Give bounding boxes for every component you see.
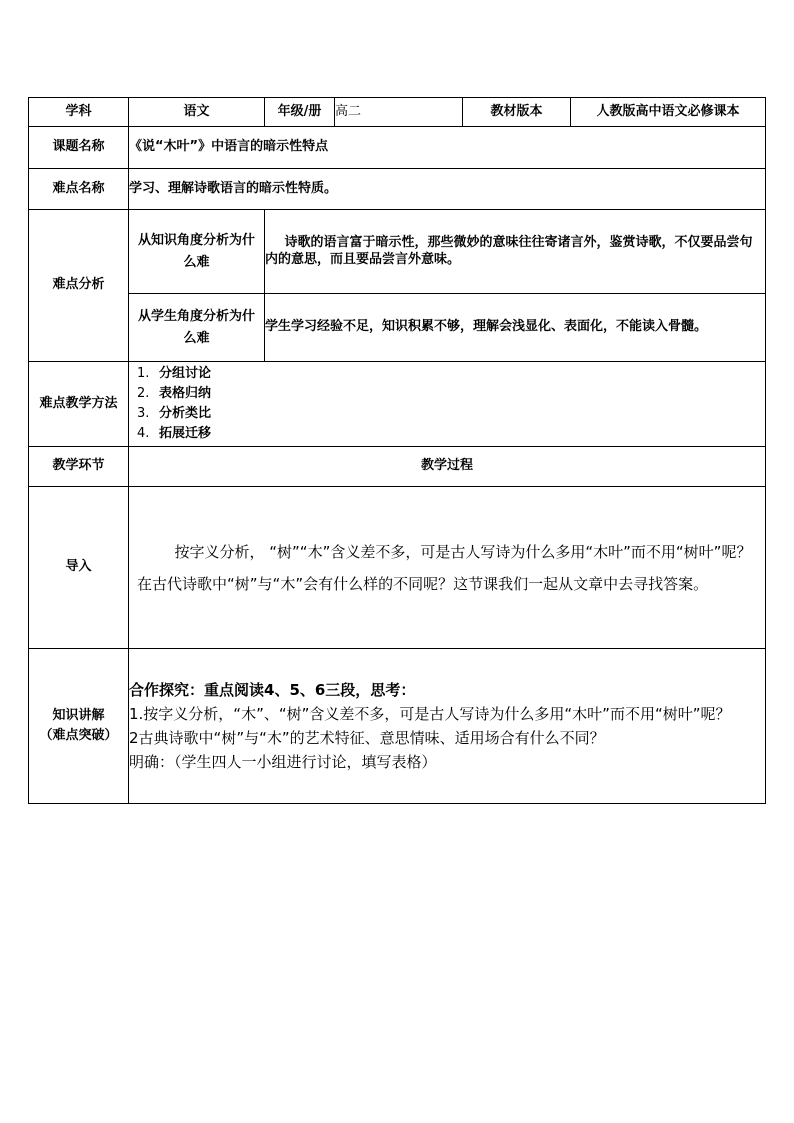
lesson-plan-table [28, 97, 766, 804]
grade-value: 高二 [335, 98, 463, 127]
methods-list [129, 362, 765, 446]
process-header-row [29, 447, 766, 487]
analysis-knowledge-label: 从知识角度分析为什么难 [129, 210, 265, 294]
analysis-student-text: 学生学习经验不足，知识积累不够，理解会浅显化、表面化，不能读入骨髓。 [265, 294, 766, 362]
topic-row [29, 127, 766, 169]
analysis-knowledge-row [29, 210, 766, 294]
header-row [29, 98, 766, 127]
subject-label: 学科 [29, 98, 129, 127]
intro-text: 按字义分析， “树”“木”含义差不多，可是古人写诗为什么多用“木叶”而不用“树叶”呢？在古代诗歌中“树”与“木”会有什么样的不同呢？这节课我们一起从文章中去寻找答案。 [137, 542, 752, 593]
topic-label: 课题名称 [29, 127, 129, 169]
intro-label: 导入 [29, 487, 129, 649]
list-item: 2. 表格归纳 [137, 386, 212, 401]
edition-label: 教材版本 [463, 98, 571, 127]
methods-row [29, 362, 766, 447]
list-item: 3. 分析类比 [137, 406, 212, 421]
knowledge-label: 知识讲解 [52, 708, 105, 723]
methods-label: 难点教学方法 [29, 362, 129, 447]
analysis-student-label: 从学生角度分析为什么难 [129, 294, 265, 362]
process-label: 教学过程 [129, 447, 766, 487]
knowledge-heading: 合作探究：重点阅读4、5、6三段，思考： [129, 681, 416, 699]
edition-value: 人教版高中语文必修课本 [571, 98, 766, 127]
knowledge-row [29, 649, 766, 804]
intro-row [29, 487, 766, 649]
stage-label: 教学环节 [29, 447, 129, 487]
knowledge-sublabel: （难点突破） [39, 728, 118, 743]
difficulty-label: 难点名称 [29, 169, 129, 210]
knowledge-label-cell [29, 649, 129, 804]
difficulty-row [29, 169, 766, 210]
analysis-knowledge-text: 诗歌的语言富于暗示性，那些微妙的意味往往寄诸言外，鉴赏诗歌，不仅要品尝句内的意思，而且要品尝言外意味。 [265, 210, 766, 294]
knowledge-note: 明确：（学生四人一小组进行讨论，填写表格） [129, 753, 437, 771]
analysis-label: 难点分析 [29, 210, 129, 362]
intro-cell [129, 487, 766, 649]
list-item: 4. 拓展迁移 [137, 426, 212, 441]
knowledge-question-2: 2古典诗歌中“树”与“木”的艺术特征、意思情味、适用场合有什么不同？ [129, 729, 605, 747]
difficulty-value: 学习、理解诗歌语言的暗示性特质。 [129, 169, 766, 210]
list-item: 1. 分组讨论 [137, 366, 212, 381]
knowledge-question-1: 1.按字义分析，“木”、“树”含义差不多，可是古人写诗为什么多用“木叶”而不用“树叶”呢？ [129, 705, 731, 723]
grade-label: 年级/册 [265, 98, 335, 127]
subject-value: 语文 [129, 98, 265, 127]
topic-value: 《说“木叶”》中语言的暗示性特点 [129, 127, 766, 169]
methods-cell [129, 362, 766, 447]
knowledge-cell [129, 649, 766, 804]
analysis-student-row [29, 294, 766, 362]
